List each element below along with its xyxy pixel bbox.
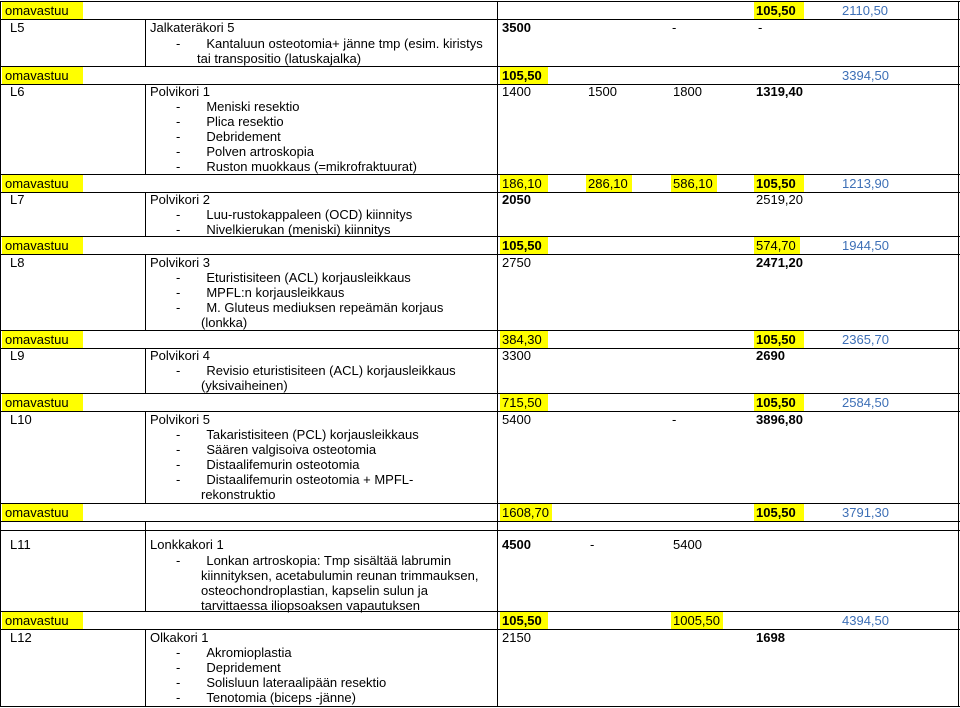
row-code: L10 bbox=[10, 412, 32, 427]
price-value: 1319,40 bbox=[756, 84, 803, 99]
row-border bbox=[0, 530, 960, 531]
omavastuu-total: 1213,90 bbox=[842, 176, 889, 191]
column-border bbox=[145, 19, 146, 67]
omavastuu-value: 105,50 bbox=[502, 238, 542, 253]
omavastuu-label: omavastuu bbox=[5, 68, 69, 83]
row-item: (yksivaiheinen) bbox=[201, 378, 288, 393]
price-value: 1698 bbox=[756, 630, 785, 645]
row-item: - Tenotomia (biceps -jänne) bbox=[176, 690, 356, 705]
price-value: - bbox=[590, 537, 595, 552]
omavastuu-value: 105,50 bbox=[756, 176, 796, 191]
price-value: 2050 bbox=[502, 192, 531, 207]
price-value: 1500 bbox=[588, 84, 617, 99]
omavastuu-value: 286,10 bbox=[588, 176, 628, 191]
row-border bbox=[0, 174, 960, 175]
omavastuu-value: 1608,70 bbox=[502, 505, 549, 520]
omavastuu-label: omavastuu bbox=[5, 176, 69, 191]
price-value: 5400 bbox=[502, 412, 531, 427]
column-border bbox=[145, 629, 146, 707]
row-item: rekonstruktio bbox=[201, 487, 276, 502]
row-item: - Nivelkierukan (meniski) kiinnitys bbox=[176, 222, 391, 237]
omavastuu-total: 2110,50 bbox=[842, 3, 889, 18]
column-border bbox=[0, 1, 1, 707]
column-border bbox=[958, 1, 959, 707]
omavastuu-value: 186,10 bbox=[502, 176, 542, 191]
column-border bbox=[145, 521, 146, 612]
row-item: - Plica resektio bbox=[176, 114, 284, 129]
row-item: tai transpositio (latuskajalka) bbox=[197, 51, 362, 66]
price-value: 1400 bbox=[502, 84, 531, 99]
row-border bbox=[0, 521, 960, 522]
price-value: 2471,20 bbox=[756, 255, 803, 270]
row-border bbox=[0, 611, 960, 612]
row-border bbox=[0, 192, 960, 193]
omavastuu-value: 105,50 bbox=[502, 68, 542, 83]
row-title: Lonkkakori 1 bbox=[150, 537, 224, 552]
row-border bbox=[0, 254, 960, 255]
row-border bbox=[0, 84, 960, 85]
omavastuu-value: 105,50 bbox=[756, 332, 796, 347]
row-border bbox=[0, 393, 960, 394]
row-title: Polvikori 3 bbox=[150, 255, 210, 270]
omavastuu-label: omavastuu bbox=[5, 613, 69, 628]
row-item: - Depridement bbox=[176, 660, 281, 675]
row-item: - Lonkan artroskopia: Tmp sisältää labrumin bbox=[176, 553, 452, 568]
row-border bbox=[0, 236, 960, 237]
column-border bbox=[145, 192, 146, 237]
omavastuu-label: omavastuu bbox=[5, 332, 69, 347]
omavastuu-value: 105,50 bbox=[756, 3, 796, 18]
omavastuu-total: 2365,70 bbox=[842, 332, 889, 347]
omavastuu-total: 3791,30 bbox=[842, 505, 889, 520]
price-value: - bbox=[758, 20, 763, 35]
row-item: - Meniski resektio bbox=[176, 99, 300, 114]
row-item: tarvittaessa iliopsoaksen vapautuksen bbox=[201, 598, 420, 613]
row-item: - Distaalifemurin osteotomia + MPFL- bbox=[176, 472, 414, 487]
price-value: 4500 bbox=[502, 537, 531, 552]
row-title: Polvikori 1 bbox=[150, 84, 210, 99]
price-value: 3300 bbox=[502, 348, 531, 363]
omavastuu-label: omavastuu bbox=[5, 505, 69, 520]
omavastuu-value: 105,50 bbox=[502, 613, 542, 628]
row-code: L5 bbox=[10, 20, 25, 35]
row-title: Polvikori 4 bbox=[150, 348, 210, 363]
row-item: - M. Gluteus mediuksen repeämän korjaus bbox=[176, 300, 444, 315]
row-item: osteochondroplastian, kapselin sulun ja bbox=[201, 583, 428, 598]
omavastuu-total: 2584,50 bbox=[842, 395, 889, 410]
price-value: 2690 bbox=[756, 348, 785, 363]
column-border bbox=[145, 84, 146, 175]
omavastuu-value: 384,30 bbox=[502, 332, 542, 347]
omavastuu-total: 4394,50 bbox=[842, 613, 889, 628]
row-item: - Debridement bbox=[176, 129, 281, 144]
price-value: - bbox=[672, 20, 677, 35]
row-item: - Ruston muokkaus (=mikrofraktuurat) bbox=[176, 159, 417, 174]
row-border bbox=[0, 348, 960, 349]
price-value: 3500 bbox=[502, 20, 531, 35]
row-item: - Revisio eturistisiteen (ACL) korjausleikkaus bbox=[176, 363, 456, 378]
row-item: - Säären valgisoiva osteotomia bbox=[176, 442, 377, 457]
row-code: L7 bbox=[10, 192, 25, 207]
price-value: 3896,80 bbox=[756, 412, 803, 427]
row-title: Jalkateräkori 5 bbox=[150, 20, 235, 35]
row-border bbox=[0, 66, 960, 67]
row-item: - Polven artroskopia bbox=[176, 144, 315, 159]
price-value: 1800 bbox=[673, 84, 702, 99]
column-border bbox=[497, 1, 498, 707]
omavastuu-value: 574,70 bbox=[756, 238, 796, 253]
row-item: - Luu-rustokappaleen (OCD) kiinnitys bbox=[176, 207, 413, 222]
column-border bbox=[145, 411, 146, 504]
row-code: L11 bbox=[10, 537, 31, 552]
price-value: 2519,20 bbox=[756, 192, 803, 207]
row-item: - MPFL:n korjausleikkaus bbox=[176, 285, 345, 300]
row-item: - Distaalifemurin osteotomia bbox=[176, 457, 360, 472]
price-value: - bbox=[672, 412, 677, 427]
row-border bbox=[0, 503, 960, 504]
row-item: - Kantaluun osteotomia+ jänne tmp (esim. kiristys bbox=[176, 36, 483, 51]
column-border bbox=[145, 348, 146, 394]
row-code: L8 bbox=[10, 255, 25, 270]
omavastuu-total: 1944,50 bbox=[842, 238, 889, 253]
row-item: - Eturistisiteen (ACL) korjausleikkaus bbox=[176, 270, 411, 285]
omavastuu-value: 1005,50 bbox=[673, 613, 720, 628]
row-border bbox=[0, 706, 960, 707]
omavastuu-label: omavastuu bbox=[5, 3, 69, 18]
row-code: L12 bbox=[10, 630, 32, 645]
omavastuu-value: 715,50 bbox=[502, 395, 542, 410]
omavastuu-label: omavastuu bbox=[5, 238, 69, 253]
row-item: - Akromioplastia bbox=[176, 645, 292, 660]
row-border bbox=[0, 629, 960, 630]
row-item: (lonkka) bbox=[201, 315, 248, 330]
row-border bbox=[0, 19, 960, 20]
column-border bbox=[145, 254, 146, 331]
row-item: - Takaristisiteen (PCL) korjausleikkaus bbox=[176, 427, 419, 442]
row-code: L6 bbox=[10, 84, 25, 99]
price-value: 2150 bbox=[502, 630, 531, 645]
price-value: 5400 bbox=[673, 537, 702, 552]
omavastuu-value: 105,50 bbox=[756, 395, 796, 410]
omavastuu-total: 3394,50 bbox=[842, 68, 889, 83]
row-title: Polvikori 5 bbox=[150, 412, 210, 427]
omavastuu-value: 105,50 bbox=[756, 505, 796, 520]
omavastuu-value: 586,10 bbox=[673, 176, 713, 191]
row-item: kiinnityksen, acetabulumin reunan trimmauksen, bbox=[201, 568, 479, 583]
row-code: L9 bbox=[10, 348, 25, 363]
row-title: Olkakori 1 bbox=[150, 630, 209, 645]
row-border bbox=[0, 411, 960, 412]
row-item: - Solisluun lateraalipään resektio bbox=[176, 675, 387, 690]
row-title: Polvikori 2 bbox=[150, 192, 210, 207]
row-border bbox=[0, 330, 960, 331]
row-border bbox=[0, 1, 960, 2]
price-value: 2750 bbox=[502, 255, 531, 270]
omavastuu-label: omavastuu bbox=[5, 395, 69, 410]
